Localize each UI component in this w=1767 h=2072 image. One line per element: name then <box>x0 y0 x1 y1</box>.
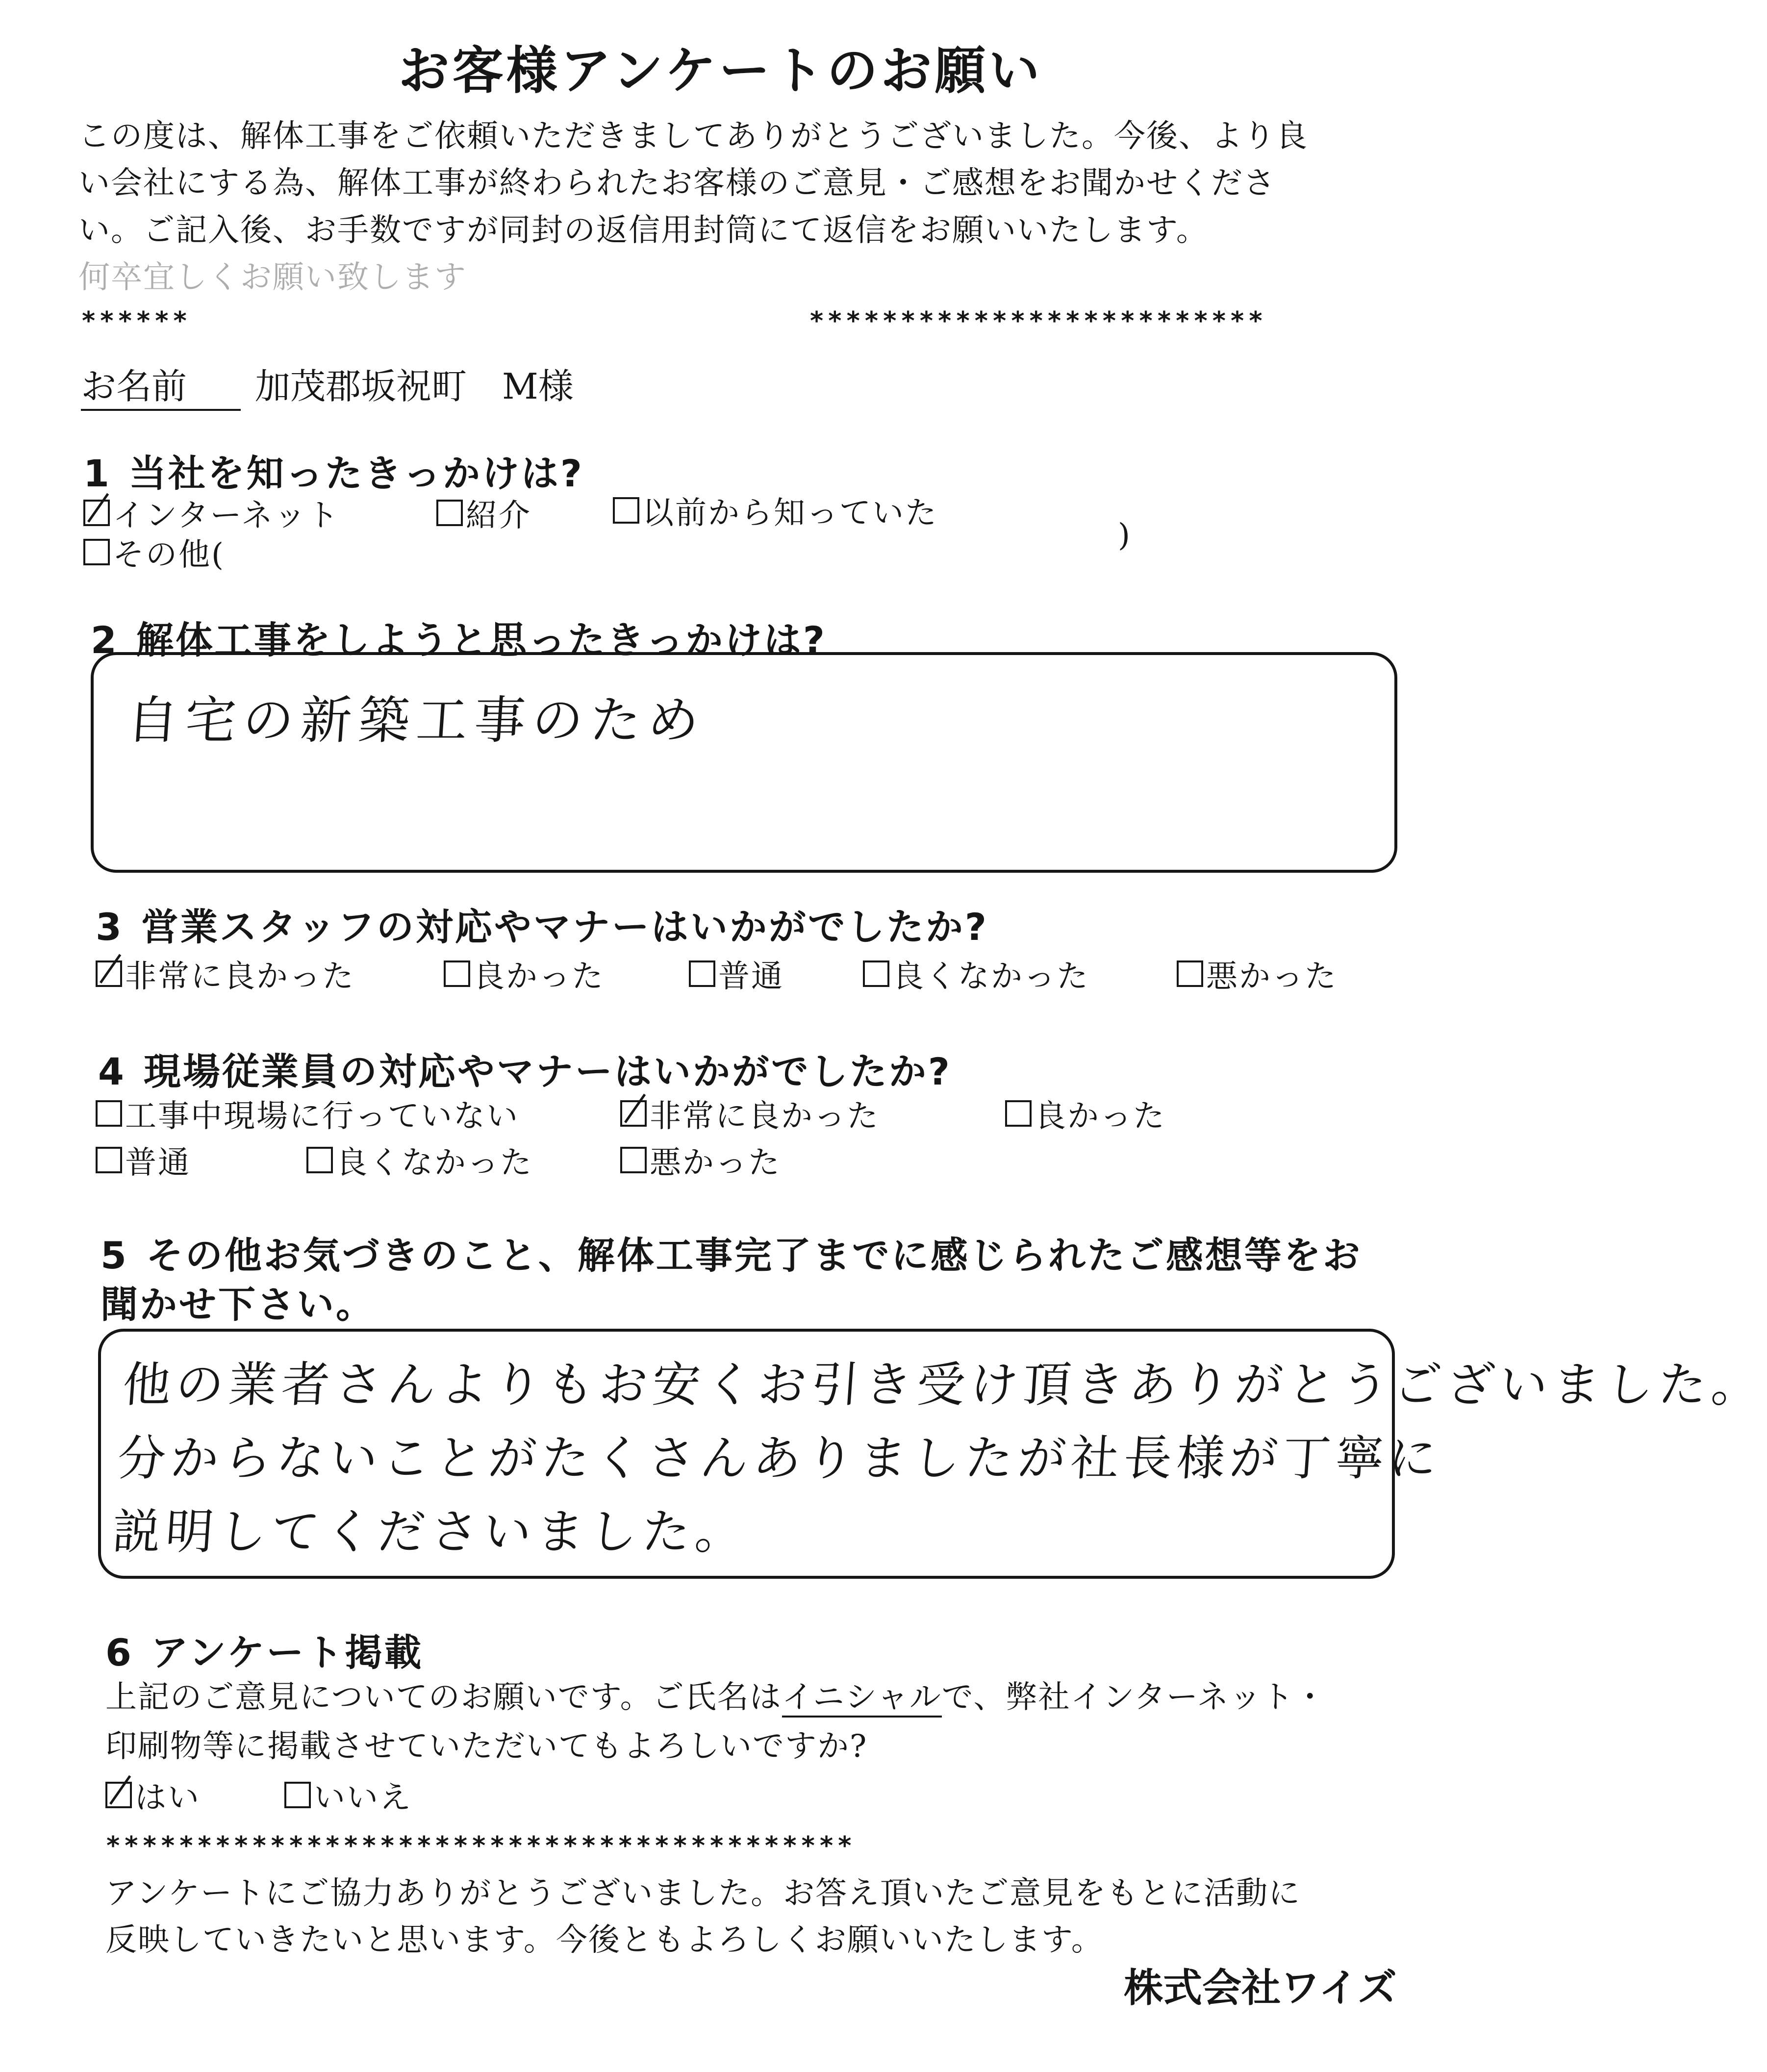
checkbox-icon[interactable] <box>689 960 715 987</box>
option-label: 悪かった <box>650 1145 781 1181</box>
question-text: その他お気づきのこと、解体工事完了までに感じられたご感想等をお <box>146 1234 1362 1277</box>
question-5 <box>101 1226 1362 1279</box>
page-title: お客様アンケートのお願い <box>398 41 1043 101</box>
q6-underlined-text: イニシャル <box>782 1679 942 1718</box>
option-label: 良くなかった <box>336 1145 533 1181</box>
question-6 <box>105 1623 423 1676</box>
q1-option-other[interactable] <box>83 530 225 575</box>
checkbox-icon[interactable] <box>436 500 463 526</box>
checkbox-icon[interactable] <box>613 497 639 524</box>
q1-option-internet[interactable] <box>83 490 340 535</box>
question-number: 2 <box>91 618 119 662</box>
checkbox-checked-icon[interactable] <box>620 1100 647 1127</box>
option-label: はい <box>135 1780 201 1816</box>
question-4 <box>98 1042 952 1095</box>
q1-option-referral[interactable] <box>436 490 531 535</box>
q4-option-bad[interactable] <box>620 1137 781 1183</box>
q6-option-no[interactable] <box>284 1772 412 1818</box>
question-number: 4 <box>98 1050 126 1093</box>
checkbox-icon[interactable] <box>83 539 110 565</box>
question-5-line2: 聞かせ下さい。 <box>101 1283 375 1326</box>
question-text: 当社を知ったきっかけは? <box>128 452 584 495</box>
company-name: 株式会社ワイズ <box>1124 1965 1397 2011</box>
option-label: 非常に良かった <box>125 959 355 995</box>
name-value: 加茂郡坂祝町 M様 <box>255 366 574 407</box>
checkbox-icon[interactable] <box>444 960 470 987</box>
question-3 <box>96 897 988 951</box>
q3-option-bad[interactable] <box>1177 951 1338 996</box>
checkbox-icon[interactable] <box>96 1147 122 1173</box>
q3-option-not-good[interactable] <box>863 951 1089 996</box>
q6-description-line2: 印刷物等に掲載させていただいてもよろしいですか? <box>105 1728 868 1765</box>
question-number: 1 <box>83 452 111 495</box>
name-label: お名前 <box>81 358 241 411</box>
question-text: 解体工事をしようと思ったきっかけは? <box>136 618 827 662</box>
question-text: 現場従業員の対応やマナーはいかがでしたか? <box>143 1050 952 1093</box>
closing-line: 反映していきたいと思います。今後ともよろしくお願いいたします。 <box>105 1922 1104 1958</box>
checkbox-checked-icon[interactable] <box>83 500 110 526</box>
q3-option-very-good[interactable] <box>96 951 355 996</box>
handwritten-line: 他の業者さんよりもお安くお引き受け頂きありがとうございました。 <box>121 1357 1767 1413</box>
q6-option-yes[interactable] <box>105 1772 201 1818</box>
q4-option-not-good[interactable] <box>306 1137 533 1183</box>
option-label: 良くなかった <box>892 959 1089 995</box>
option-label: 紹介 <box>466 498 531 534</box>
handwritten-line: 分からないことがたくさんありましたが社長様が丁寧に <box>116 1431 1444 1487</box>
option-label: 普通 <box>718 959 784 995</box>
question-text: 営業スタッフの対応やマナーはいかがでしたか? <box>141 905 988 949</box>
q6-text: で、弊社インターネット・ <box>941 1679 1327 1716</box>
star-divider-right: ************************* <box>809 306 1266 336</box>
option-label: インターネット <box>113 498 340 534</box>
checkbox-icon[interactable] <box>96 1100 122 1127</box>
closing-line: アンケートにご協力ありがとうございました。お答え頂いたご意見をもとに活動に <box>105 1875 1301 1912</box>
q4-option-not-visited[interactable] <box>96 1091 519 1136</box>
q4-option-good[interactable] <box>1005 1091 1166 1136</box>
question-1 <box>83 444 584 497</box>
handwritten-answer-q5 <box>110 1348 1767 1569</box>
checkbox-icon[interactable] <box>1005 1100 1032 1127</box>
option-label: 良かった <box>1035 1098 1166 1135</box>
intro-line: い会社にする為、解体工事が終わられたお客様のご意見・ご感想をお聞かせくださ <box>78 165 1276 202</box>
question-text: アンケート掲載 <box>151 1631 424 1674</box>
option-label: いいえ <box>314 1780 412 1816</box>
option-label: 悪かった <box>1206 959 1338 995</box>
intro-text <box>78 113 1412 301</box>
star-divider-bottom: ***************************************** <box>105 1831 856 1861</box>
other-close-paren: ) <box>1118 517 1131 554</box>
q4-option-average[interactable] <box>96 1137 191 1183</box>
q6-description-line1 <box>105 1672 1327 1717</box>
handwritten-line: 説明してくださいました。 <box>110 1504 750 1560</box>
intro-line: い。ご記入後、お手数ですが同封の返信用封筒にて返信をお願いいたします。 <box>78 212 1209 249</box>
q3-option-average[interactable] <box>689 951 784 996</box>
option-label: 工事中現場に行っていない <box>125 1098 519 1135</box>
checkbox-icon[interactable] <box>284 1782 311 1808</box>
question-number: 5 <box>101 1234 128 1277</box>
question-number: 6 <box>105 1631 133 1674</box>
option-label: 以前から知っていた <box>642 495 938 531</box>
checkbox-icon[interactable] <box>863 960 889 987</box>
q1-option-known[interactable] <box>613 488 938 533</box>
handwritten-answer-q2: 自宅の新築工事のため <box>125 690 708 750</box>
intro-line: この度は、解体工事をご依頼いただきましてありがとうございました。今後、より良 <box>78 118 1308 154</box>
option-label: その他( <box>113 537 225 573</box>
intro-faded-line: 何卒宜しくお願い致します <box>78 259 467 296</box>
star-divider-left: ****** <box>81 306 191 336</box>
checkbox-checked-icon[interactable] <box>96 960 122 987</box>
q3-option-good[interactable] <box>444 951 605 996</box>
checkbox-icon[interactable] <box>306 1147 333 1173</box>
option-label: 普通 <box>125 1145 191 1181</box>
q6-text: 上記のご意見についてのお願いです。ご氏名は <box>105 1679 782 1716</box>
option-label: 良かった <box>473 959 605 995</box>
checkbox-checked-icon[interactable] <box>105 1782 132 1808</box>
q4-option-very-good[interactable] <box>620 1091 880 1136</box>
checkbox-icon[interactable] <box>1177 960 1203 987</box>
checkbox-icon[interactable] <box>620 1147 647 1173</box>
question-number: 3 <box>96 905 124 949</box>
option-label: 非常に良かった <box>650 1098 880 1135</box>
